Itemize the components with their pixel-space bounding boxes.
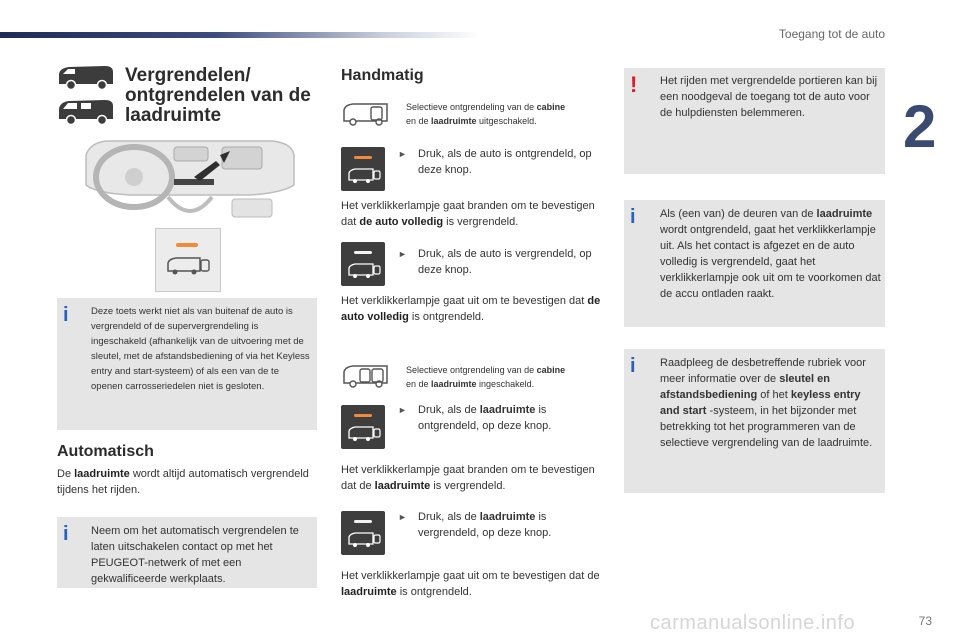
info-box-2 xyxy=(624,349,885,493)
lock-button[interactable] xyxy=(341,511,385,555)
triangle-bullet-icon: ► xyxy=(398,249,407,259)
info-icon: i xyxy=(630,206,636,228)
lock-button[interactable] xyxy=(341,147,385,191)
manual-heading: Handmatig xyxy=(341,67,424,84)
indicator-led xyxy=(354,251,372,254)
dashboard-illustration xyxy=(82,137,298,227)
step-3: ► Druk, als de laadruimte is ontgrendeld, op deze knop. xyxy=(398,404,552,432)
result-2: Het verklikkerlampje gaat uit om te bevestigen dat de auto volledig is ontgrendeld. xyxy=(341,295,601,323)
warning-box xyxy=(624,68,885,174)
condition-2: Selectieve ontgrendeling van de cabine en de laadruimte ingeschakeld. xyxy=(406,365,566,389)
indicator-led xyxy=(354,520,372,523)
lock-button[interactable] xyxy=(341,242,385,286)
info-icon: i xyxy=(63,523,69,545)
van-lock-icon xyxy=(341,101,401,129)
step-4: ► Druk, als de laadruimte is vergrendeld, op deze knop. xyxy=(398,511,552,539)
header-bar xyxy=(0,32,480,38)
lock-button-closeup xyxy=(155,228,221,292)
triangle-bullet-icon: ► xyxy=(398,512,407,522)
van-lock-icon xyxy=(341,363,401,391)
van-lock-icon xyxy=(347,167,381,185)
van-lock-icon xyxy=(347,262,381,280)
warning-text: Het rijden met vergrendelde portieren kan bij een noodgeval de toegang tot de auto voor de hulpdiensten belemmeren. xyxy=(660,75,878,119)
page-title: Vergrendelen/ ontgrendelen van de laadruimte xyxy=(125,65,311,126)
chapter-number: 2 xyxy=(903,93,937,160)
result-3: Het verklikkerlampje gaat branden om te bevestigen dat de laadruimte is vergrendeld. xyxy=(341,464,595,492)
van-lock-icon xyxy=(164,255,212,277)
van-lock-icon xyxy=(347,425,381,443)
section-title: Toegang tot de auto xyxy=(778,27,885,41)
result-1: Het verklikkerlampje gaat branden om te bevestigen dat de auto volledig is vergrendeld. xyxy=(341,200,595,228)
van-icon xyxy=(55,97,117,127)
automatic-heading: Automatisch xyxy=(57,443,154,460)
result-4: Het verklikkerlampje gaat uit om te bevestigen dat de laadruimte is ontgrendeld. xyxy=(341,570,600,598)
indicator-led xyxy=(354,156,372,159)
step-2: ► Druk, als de auto is vergrendeld, op deze knop. xyxy=(398,248,592,276)
condition-1: Selectieve ontgrendeling van de cabine en de laadruimte uitgeschakeld. xyxy=(406,102,566,126)
info-box-1 xyxy=(624,200,885,327)
step-1: ► Druk, als de auto is ontgrendeld, op deze knop. xyxy=(398,148,592,176)
automatic-text: De laadruimte wordt altijd automatisch vergrendeld tijdens het rijden. xyxy=(57,468,309,496)
info-icon: i xyxy=(630,355,636,377)
note-text: Deze toets werkt niet als van buitenaf de auto is vergrendeld of de supervergrendeling is ingeschakeld (afhankelijk van de uitvoering met de sleutel, met de afstandsbediening of via het Keyless entry and start-systeem) of als een van de te openen carrosseriedelen niet is gesloten. xyxy=(91,306,310,392)
lock-button[interactable] xyxy=(341,405,385,449)
watermark: carmanualsonline.info xyxy=(650,612,856,634)
automatic-note-text: Neem om het automatisch vergrendelen te laten uitschakelen contact op met het PEUGEOT-netwerk of met een gekwalificeerde werkplaats. xyxy=(91,525,299,585)
automatic-note-box xyxy=(57,517,317,588)
warning-icon: ! xyxy=(630,72,638,97)
info-text-1: Als (een van) de deuren van de laadruimte wordt ontgrendeld, gaat het verklikkerlampje uit. Als het contact is afgezet en de auto volledig is vergrendeld, gaat het verklikkerlampje ook uit om te voorkomen dat de accu ontladen raakt. xyxy=(660,208,881,300)
info-icon: i xyxy=(63,304,69,326)
van-lock-icon xyxy=(347,531,381,549)
van-icon xyxy=(55,64,117,92)
triangle-bullet-icon: ► xyxy=(398,405,407,415)
indicator-led xyxy=(176,243,198,247)
triangle-bullet-icon: ► xyxy=(398,149,407,159)
indicator-led xyxy=(354,414,372,417)
info-text-2: Raadpleeg de desbetreffende rubriek voor meer informatie over de sleutel en afstandsbediening of het keyless entry and start -systeem, in het bijzonder met betrekking tot het programmeren van de selectieve vergrendeling van de laadruimte. xyxy=(660,357,873,449)
note-box xyxy=(57,298,317,430)
page-number: 73 xyxy=(918,614,932,628)
